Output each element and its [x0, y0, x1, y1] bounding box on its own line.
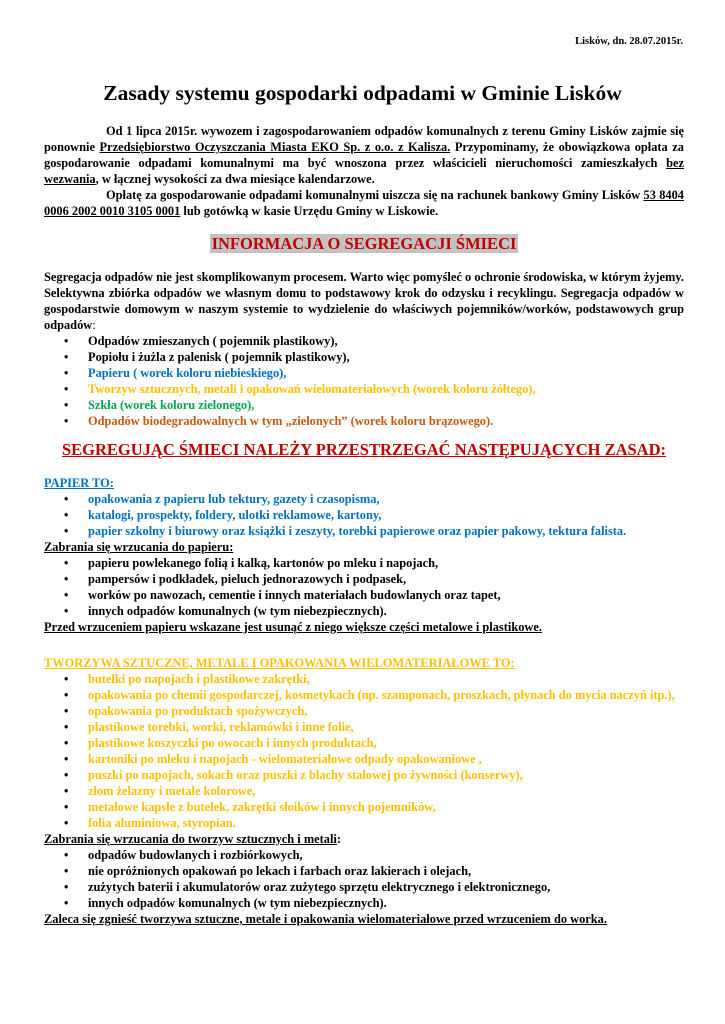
- plastic-item: • opakowania po produktach spożywczych,: [44, 703, 684, 719]
- paper-items-list: [44, 491, 684, 539]
- plastic-item: • złom żelazny i metale kolorowe,: [44, 783, 684, 799]
- plastic-item: • puszki po napojach, sokach oraz puszki z blachy stalowej po żywności (konserwy),: [44, 767, 684, 783]
- without-call-text: bez wezwania: [44, 156, 684, 186]
- waste-group-bio: • Odpadów biodegradowalnych w tym „zielonych” (worek koloru brązowego).: [44, 413, 684, 429]
- intro-paragraph-1: [44, 123, 684, 187]
- plastic-forbidden-item: • nie opróżnionych opakowań po lekach i farbach oraz lakierach i olejach,: [44, 863, 684, 879]
- segregation-info-text: [44, 269, 684, 333]
- bank-account-number: 53 8404 0006 2002 0010 3105 0001: [44, 188, 684, 218]
- paper-item: • katalogi, prospekty, foldery, ulotki reklamowe, kartony,: [44, 507, 684, 523]
- waste-group-paper: • Papieru ( worek koloru niebieskiego),: [44, 365, 684, 381]
- paper-forbidden-heading: Zabrania się wrzucania do papieru:: [44, 540, 234, 554]
- waste-group-glass: • Szkła (worek koloru zielonego),: [44, 397, 684, 413]
- paper-note: Przed wrzuceniem papieru wskazane jest usunąć z niego większe części metalowe i plastikowe.: [44, 620, 542, 634]
- company-name: Przedsiębiorstwo Oczyszczania Miasta EKO Sp. z o.o. z Kalisza.: [99, 140, 451, 154]
- paper-heading: PAPIER TO:: [44, 476, 114, 490]
- waste-group-ash: • Popiołu i żużla z palenisk ( pojemnik plastikowy),: [44, 349, 684, 365]
- intro-text: lub gotówką w kasie Urzędu Gminy w Liskowie.: [180, 204, 439, 218]
- plastic-item: • folia aluminiowa, styropian.: [44, 815, 684, 831]
- waste-group-mixed: • Odpadów zmieszanych ( pojemnik plastikowy),: [44, 333, 684, 349]
- document-body: [44, 123, 684, 927]
- rules-heading: SEGREGUJĄC ŚMIECI NALEŻY PRZESTRZEGAĆ NASTĘPUJĄCYCH ZASAD:: [61, 440, 667, 459]
- paper-forbidden-item: • innych odpadów komunalnych (w tym niebezpiecznych).: [44, 603, 684, 619]
- plastic-heading: TWORZYWA SZTUCZNE, METALE I OPAKOWANIA WIELOMATERIAŁOWE TO:: [44, 656, 515, 670]
- segregation-info-heading-text: INFORMACJA O SEGREGACJI ŚMIECI: [211, 234, 517, 253]
- plastic-forbidden-heading-colon: :: [336, 832, 342, 846]
- plastic-forbidden-item: • zużytych baterii i akumulatorów oraz zużytego sprzętu elektrycznego i elektronicznego,: [44, 879, 684, 895]
- paper-forbidden-item: • worków po nawozach, cementie i innych materiałach budowlanych oraz tapet,: [44, 587, 684, 603]
- waste-group-plastic-metal: • Tworzyw sztucznych, metali i opakowań wielomateriałowych (worek koloru żółtego),: [44, 381, 684, 397]
- intro-text: Od 1 lipca 2015r. wywozem i zagospodarowaniem odpadów komunalnych z terenu Gminy Lisków zajmie się ponownie: [44, 124, 684, 154]
- document-date: Lisków, dn. 28.07.2015r.: [575, 36, 683, 47]
- plastic-item: • plastikowe torebki, worki, reklamówki i inne folie,: [44, 719, 684, 735]
- plastic-forbidden-heading: [44, 831, 684, 847]
- waste-groups-list: [44, 333, 684, 429]
- plastic-item: • butelki po napojach i plastikowe zakrętki,: [44, 671, 684, 687]
- intro-text: , w łącznej wysokości za dwa miesiące kalendarzowe.: [95, 172, 375, 186]
- paper-item: • opakowania z papieru lub tektury, gazety i czasopisma,: [44, 491, 684, 507]
- intro-text: Przypominamy, że obowiązkowa opłata za gospodarowanie odpadami komunalnymi ma być wnoszona przez właścicieli nieruchomości zamieszkałych: [44, 140, 684, 170]
- plastic-forbidden-heading-text: Zabrania się wrzucania do tworzyw sztucznych i metali: [44, 832, 337, 846]
- info-text-colon: :: [92, 318, 96, 332]
- plastic-items-list: [44, 671, 684, 831]
- plastic-note: Zaleca się zgnieść tworzywa sztuczne, metale i opakowania wielomateriałowe przed wrzuceniem do worka.: [44, 912, 607, 926]
- paper-item: • papier szkolny i biurowy oraz książki i zeszyty, torebki papierowe oraz papier pakowy, tektura falista.: [44, 523, 684, 539]
- paper-forbidden-list: [44, 555, 684, 619]
- plastic-forbidden-list: [44, 847, 684, 911]
- document-title: Zasady systemu gospodarki odpadami w Gminie Lisków: [103, 81, 622, 105]
- plastic-item: • metalowe kapsle z butelek, zakrętki słoików i innych pojemników,: [44, 799, 684, 815]
- info-text: Segregacja odpadów nie jest skomplikowanym procesem. Warto więc pomyśleć o ochronie środowiska, w którym żyjemy. Selektywna zbiórka odpadów we własnym domu to podstawowy krok do odzysku i recyklingu. Segregacja odpadów w gospodarstwie domowym w naszym systemie to wydzielenie do właściwych pojemników/worków, podstawowych grup odpadów: [44, 270, 684, 332]
- intro-paragraph-2: [44, 187, 684, 219]
- plastic-forbidden-item: • innych odpadów komunalnych (w tym niebezpiecznych).: [44, 895, 684, 911]
- plastic-item: • plastikowe koszyczki po owocach i innych produktach,: [44, 735, 684, 751]
- paper-forbidden-item: • papieru powlekanego folią i kalką, kartonów po mleku i napojach,: [44, 555, 684, 571]
- intro-text: Opłatę za gospodarowanie odpadami komunalnymi uiszcza się na rachunek bankowy Gminy Lisków: [106, 188, 644, 202]
- segregation-info-heading: [44, 233, 684, 255]
- plastic-forbidden-item: • odpadów budowlanych i rozbiórkowych,: [44, 847, 684, 863]
- plastic-item: • kartoniki po mleku i napojach - wielomateriałowe odpady opakowaniowe ,: [44, 751, 684, 767]
- paper-forbidden-item: • pampersów i podkładek, pieluch jednorazowych i podpasek,: [44, 571, 684, 587]
- plastic-item: • opakowania po chemii gospodarczej, kosmetykach (np. szamponach, proszkach, płynach do mycia naczyń itp.),: [44, 687, 684, 703]
